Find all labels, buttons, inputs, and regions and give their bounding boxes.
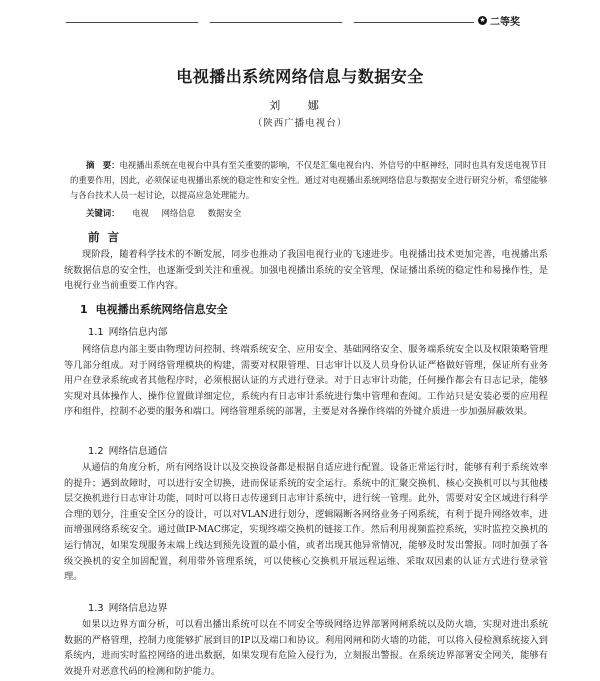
subsection-paragraph: 从通信的角度分析，所有网络设计以及交换设备都是根据自适应进行配置。设备正常运行时，能够有利于系统效率的提升；遇到故障时，可以进行安全切换，进而保证系统的安全运行。系统中的汇聚交换机、核心交换机可以与其他楼层交换机进行日志审计功能，同时可以将日志传递到日志审计系统中，进行统一管理。此外，需要对安全区域进行科学合理的划分，注重安全区分的设计，可以对VLAN进行划分，逻辑隔断各网络业务子网系统，有利于提升网络效率，进而增强网络系统安全。通过做IP-MAC绑定，实现终端交换机的链接工作。然后利用视频监控系统，实时监控交换机的运行情况，如果发现服务末端上线达到预先设置的最小值，或者出现其他异常情况，能够及时发出警报。同时加强了各级交换机的安全加固配置，利用带外管理系统，可以使核心交换机开展远程运维、采取双因素的认证方式进行登录管理。 [64, 462, 548, 583]
subsection-title: 网络信息边界 [108, 603, 168, 614]
keyword: 电视 [132, 208, 149, 218]
keyword: 网络信息 [161, 208, 196, 218]
subsection-heading [88, 600, 167, 614]
section-heading [80, 301, 228, 317]
subsection-number: 1.3 [88, 603, 104, 614]
abstract-text: 电视播出系统在电视台中具有至关重要的影响，不仅是汇集电视台内、外信号的中枢神经，同时也具有发送电视节目的重要作用，因此，必须保证电视播出系统的稳定性和安全性。通过对电视播出系统网络信息与数据安全进行研究分析，希望能够与各台技术人员一起讨论，以提高应急处理能力。 [70, 160, 548, 200]
subsection-number: 1.1 [88, 327, 104, 338]
section-number: 1 [80, 303, 88, 316]
header-rule [66, 22, 198, 23]
header-rule [210, 22, 342, 23]
subsection-heading [88, 324, 167, 338]
subsection-heading [88, 443, 167, 457]
header-rule [354, 22, 474, 23]
section-title: 电视播出系统网络信息安全 [95, 303, 228, 316]
star-badge-icon: ★ [479, 15, 486, 24]
abstract-label: 摘 要： [86, 160, 120, 170]
keyword: 数据安全 [207, 208, 242, 218]
keywords [86, 206, 556, 220]
subsection-number: 1.2 [88, 446, 104, 457]
subsection-title: 网络信息通信 [108, 446, 168, 457]
intro-paragraph: 现阶段，随着科学技术的不断发展，同步也推动了我国电视行业的飞速进步。电视播出技术更加完善，电视播出系统数据信息的安全性，也逐渐受到关注和重视。加强电视播出系统的安全管理，保证播出系统的稳定性和易操作性，是电视行业当前重要工作内容。 [64, 249, 548, 292]
abstract [70, 158, 548, 203]
subsection-title: 网络信息内部 [108, 327, 168, 338]
intro-heading: 前言 [88, 230, 127, 244]
award-tag-label: 二等奖 [490, 16, 520, 28]
author-affiliation: （陕西广播电视台） [252, 118, 348, 129]
award-tag [478, 12, 588, 28]
article-title: 电视播出系统网络信息与数据安全 [176, 67, 424, 86]
keywords-label: 关键词： [86, 208, 120, 218]
subsection-paragraph: 如果以边界方面分析，可以看出播出系统可以在不同安全等级网络边界部署网闸系统以及防火墙，实现对进出系统数据的严格管理，控制力度能够扩展到目的IP以及端口和协议。利用网闸和防火墙的功能，可以将入侵检测系统接入到系统内，进而实时监控网络的进出数据，如果发现有危险入侵行为，立刻报出警报。在系统边界部署安全网关，能够有效提升对恶意代码的检测和防护能力。 [64, 619, 548, 677]
author-name: 刘 娜 [269, 99, 331, 112]
subsection-paragraph: 网络信息内部主要由物理访问控制、终端系统安全、应用安全、基础网络安全、服务端系统安全以及权限策略管理等几部分组成。对于网络管理模块的构建，需要对权限管理、日志审计以及人员身份认证严格做好管理，保证所有业务用户在登录系统或者其他程序时，必须根据认证的方式进行登录。对于日志审计功能，任何操作都会有日志记录，能够实现对具体操作人、操作位置做详细定位，系统内有日志审计系统进行集中管理和查阅。工作站只是安装必要的应用程序和组件，控制不必要的服务和端口。网络管理系统的部署，主要是对各操作终端的外键介质进一步加强屏蔽效果。 [64, 344, 548, 418]
